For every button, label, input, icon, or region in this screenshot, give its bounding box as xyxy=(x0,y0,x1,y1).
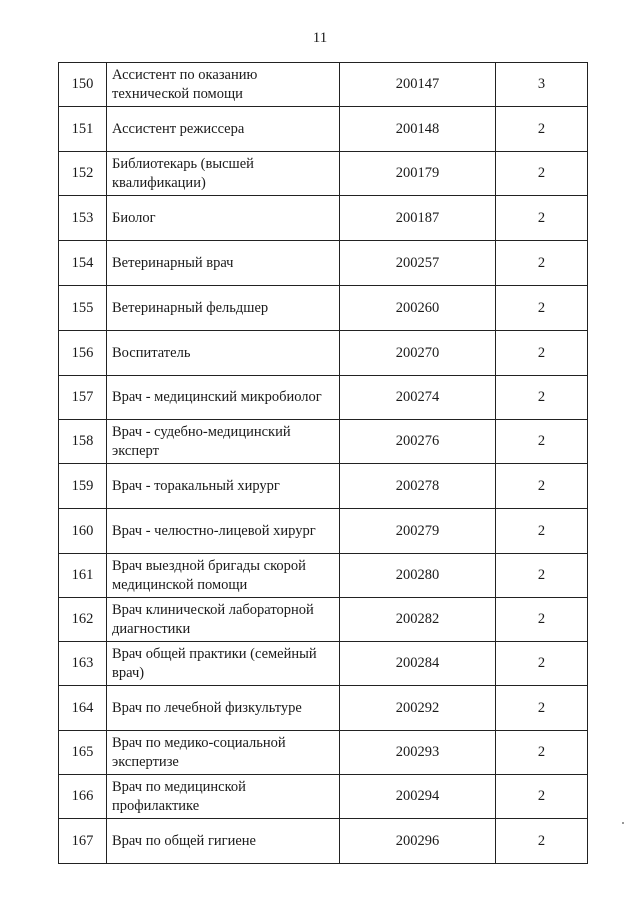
position-code-cell: 200292 xyxy=(340,686,496,731)
position-code-cell: 200148 xyxy=(340,107,496,152)
category-cell: 2 xyxy=(496,642,588,686)
position-code-cell: 200284 xyxy=(340,642,496,686)
category-cell: 3 xyxy=(496,63,588,107)
table-row xyxy=(59,819,588,864)
row-number-cell: 163 xyxy=(59,642,107,686)
position-code-cell: 200274 xyxy=(340,376,496,420)
row-number-cell: 150 xyxy=(59,63,107,107)
table-row xyxy=(59,509,588,554)
row-number-cell: 158 xyxy=(59,420,107,464)
row-number-cell: 162 xyxy=(59,598,107,642)
row-number-cell: 156 xyxy=(59,331,107,376)
category-cell: 2 xyxy=(496,464,588,509)
position-name-cell: Врач по медико-социальной экспертизе xyxy=(107,731,340,775)
category-cell: 2 xyxy=(496,775,588,819)
position-code-cell: 200260 xyxy=(340,286,496,331)
table-row xyxy=(59,196,588,241)
positions-table xyxy=(58,62,588,864)
row-number-cell: 164 xyxy=(59,686,107,731)
table-row xyxy=(59,420,588,464)
position-name-cell: Ветеринарный фельдшер xyxy=(107,286,340,331)
table-row xyxy=(59,464,588,509)
table-row xyxy=(59,686,588,731)
category-cell: 2 xyxy=(496,554,588,598)
category-cell: 2 xyxy=(496,598,588,642)
position-name-cell: Врач - медицинский микробиолог xyxy=(107,376,340,420)
position-name-cell: Врач - челюстно-лицевой хирург xyxy=(107,509,340,554)
position-name-cell: Врач выездной бригады скорой медицинской помощи xyxy=(107,554,340,598)
row-number-cell: 159 xyxy=(59,464,107,509)
position-name-cell: Врач по медицинской профилактике xyxy=(107,775,340,819)
position-code-cell: 200276 xyxy=(340,420,496,464)
row-number-cell: 155 xyxy=(59,286,107,331)
position-code-cell: 200179 xyxy=(340,152,496,196)
position-code-cell: 200280 xyxy=(340,554,496,598)
position-code-cell: 200293 xyxy=(340,731,496,775)
position-name-cell: Врач - торакальный хирург xyxy=(107,464,340,509)
table-row xyxy=(59,642,588,686)
table-row xyxy=(59,63,588,107)
row-number-cell: 165 xyxy=(59,731,107,775)
category-cell: 2 xyxy=(496,686,588,731)
scan-speck xyxy=(622,822,624,824)
category-cell: 2 xyxy=(496,107,588,152)
table-body xyxy=(59,63,588,864)
position-name-cell: Врач общей практики (семейный врач) xyxy=(107,642,340,686)
row-number-cell: 161 xyxy=(59,554,107,598)
position-name-cell: Биолог xyxy=(107,196,340,241)
position-code-cell: 200279 xyxy=(340,509,496,554)
category-cell: 2 xyxy=(496,241,588,286)
category-cell: 2 xyxy=(496,420,588,464)
position-code-cell: 200294 xyxy=(340,775,496,819)
row-number-cell: 167 xyxy=(59,819,107,864)
position-code-cell: 200270 xyxy=(340,331,496,376)
position-name-cell: Ассистент режиссера xyxy=(107,107,340,152)
table-row xyxy=(59,286,588,331)
category-cell: 2 xyxy=(496,196,588,241)
category-cell: 2 xyxy=(496,819,588,864)
position-name-cell: Врач по лечебной физкультуре xyxy=(107,686,340,731)
position-code-cell: 200257 xyxy=(340,241,496,286)
position-name-cell: Воспитатель xyxy=(107,331,340,376)
row-number-cell: 157 xyxy=(59,376,107,420)
table-row xyxy=(59,107,588,152)
category-cell: 2 xyxy=(496,152,588,196)
table-row xyxy=(59,598,588,642)
position-code-cell: 200147 xyxy=(340,63,496,107)
row-number-cell: 160 xyxy=(59,509,107,554)
table-row xyxy=(59,775,588,819)
page-number: 11 xyxy=(312,30,328,46)
table-row xyxy=(59,241,588,286)
position-name-cell: Ассистент по оказанию технической помощи xyxy=(107,63,340,107)
position-name-cell: Библиотекарь (высшей квалификации) xyxy=(107,152,340,196)
row-number-cell: 154 xyxy=(59,241,107,286)
position-name-cell: Врач - судебно-медицинский эксперт xyxy=(107,420,340,464)
table-row xyxy=(59,152,588,196)
category-cell: 2 xyxy=(496,509,588,554)
category-cell: 2 xyxy=(496,376,588,420)
row-number-cell: 166 xyxy=(59,775,107,819)
position-code-cell: 200296 xyxy=(340,819,496,864)
table-row xyxy=(59,331,588,376)
table-row xyxy=(59,554,588,598)
table-row xyxy=(59,376,588,420)
position-name-cell: Врач по общей гигиене xyxy=(107,819,340,864)
row-number-cell: 151 xyxy=(59,107,107,152)
position-name-cell: Ветеринарный врач xyxy=(107,241,340,286)
position-code-cell: 200282 xyxy=(340,598,496,642)
position-name-cell: Врач клинической лабораторной диагностики xyxy=(107,598,340,642)
category-cell: 2 xyxy=(496,331,588,376)
row-number-cell: 153 xyxy=(59,196,107,241)
table-row xyxy=(59,731,588,775)
position-code-cell: 200187 xyxy=(340,196,496,241)
row-number-cell: 152 xyxy=(59,152,107,196)
position-code-cell: 200278 xyxy=(340,464,496,509)
category-cell: 2 xyxy=(496,731,588,775)
category-cell: 2 xyxy=(496,286,588,331)
